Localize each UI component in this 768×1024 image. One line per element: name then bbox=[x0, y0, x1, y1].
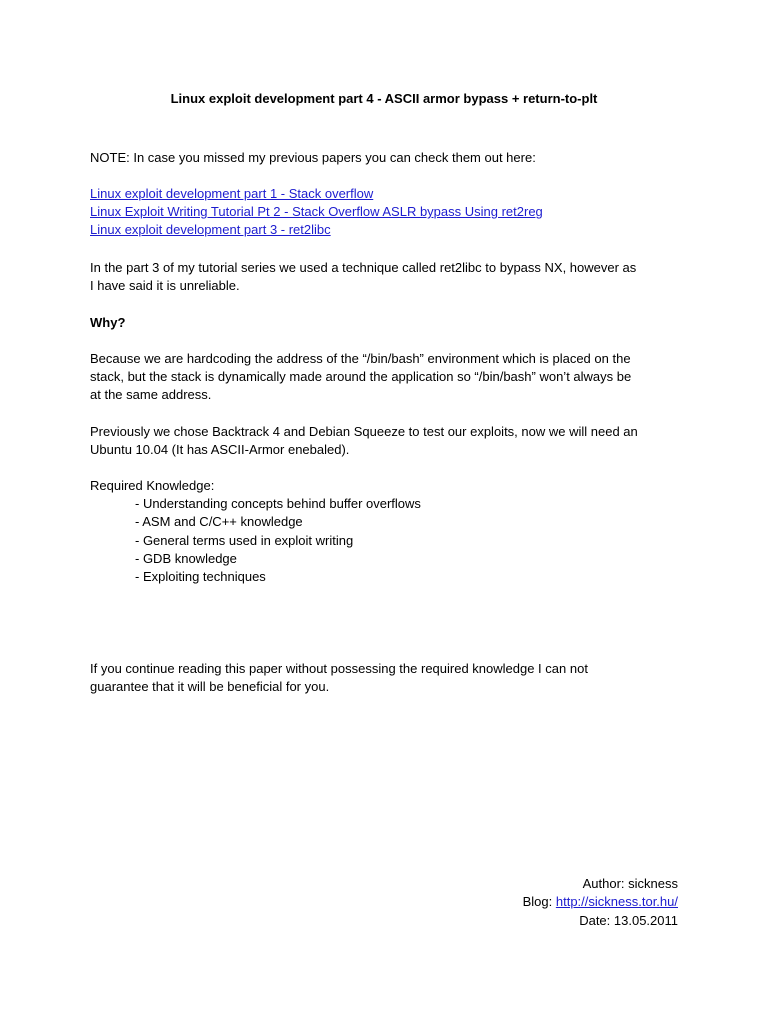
link-part-3[interactable] bbox=[90, 221, 331, 239]
why-heading: Why? bbox=[90, 315, 126, 330]
link-part-3-anchor[interactable]: Linux exploit development part 3 - ret2libc bbox=[90, 222, 331, 237]
blog-line bbox=[523, 893, 678, 911]
previously-line-1: Previously we chose Backtrack 4 and Debian Squeeze to test our exploits, now we will need an bbox=[90, 424, 638, 439]
required-item: - GDB knowledge bbox=[135, 551, 237, 566]
because-line-2: stack, but the stack is dynamically made around the application so “/bin/bash” won’t always be bbox=[90, 369, 632, 384]
previously-line-2: Ubuntu 10.04 (It has ASCII-Armor enebaled). bbox=[90, 442, 350, 457]
author-line: Author: sickness bbox=[582, 876, 678, 891]
link-part-2[interactable] bbox=[90, 203, 543, 221]
link-part-1-anchor[interactable]: Linux exploit development part 1 - Stack overflow bbox=[90, 186, 374, 201]
because-line-3: at the same address. bbox=[90, 387, 212, 402]
blog-link[interactable]: http://sickness.tor.hu/ bbox=[555, 894, 678, 909]
required-item: - General terms used in exploit writing bbox=[135, 533, 354, 548]
required-item: - ASM and C/C++ knowledge bbox=[135, 514, 303, 529]
warning-line-2: guarantee that it will be beneficial for you. bbox=[90, 679, 330, 694]
link-part-2-anchor[interactable]: Linux Exploit Writing Tutorial Pt 2 - Stack Overflow ASLR bypass Using ret2reg bbox=[90, 204, 543, 219]
document-page bbox=[90, 0, 678, 1024]
intro-line-1: In the part 3 of my tutorial series we used a technique called ret2libc to bypass NX, however as bbox=[90, 260, 637, 275]
document-title: Linux exploit development part 4 - ASCII armor bypass + return-to-plt bbox=[170, 91, 598, 106]
intro-line-2: I have said it is unreliable. bbox=[90, 278, 240, 293]
link-part-1[interactable] bbox=[90, 185, 373, 203]
warning-line-1: If you continue reading this paper without possessing the required knowledge I can not bbox=[90, 661, 588, 676]
note-text: NOTE: In case you missed my previous papers you can check them out here: bbox=[90, 150, 536, 165]
required-heading: Required Knowledge: bbox=[90, 478, 215, 493]
blog-label: Blog: bbox=[522, 894, 556, 909]
date-line: Date: 13.05.2011 bbox=[579, 913, 678, 928]
required-item: - Understanding concepts behind buffer overflows bbox=[135, 496, 421, 511]
required-item: - Exploiting techniques bbox=[135, 569, 266, 584]
because-line-1: Because we are hardcoding the address of the “/bin/bash” environment which is placed on the bbox=[90, 351, 631, 366]
